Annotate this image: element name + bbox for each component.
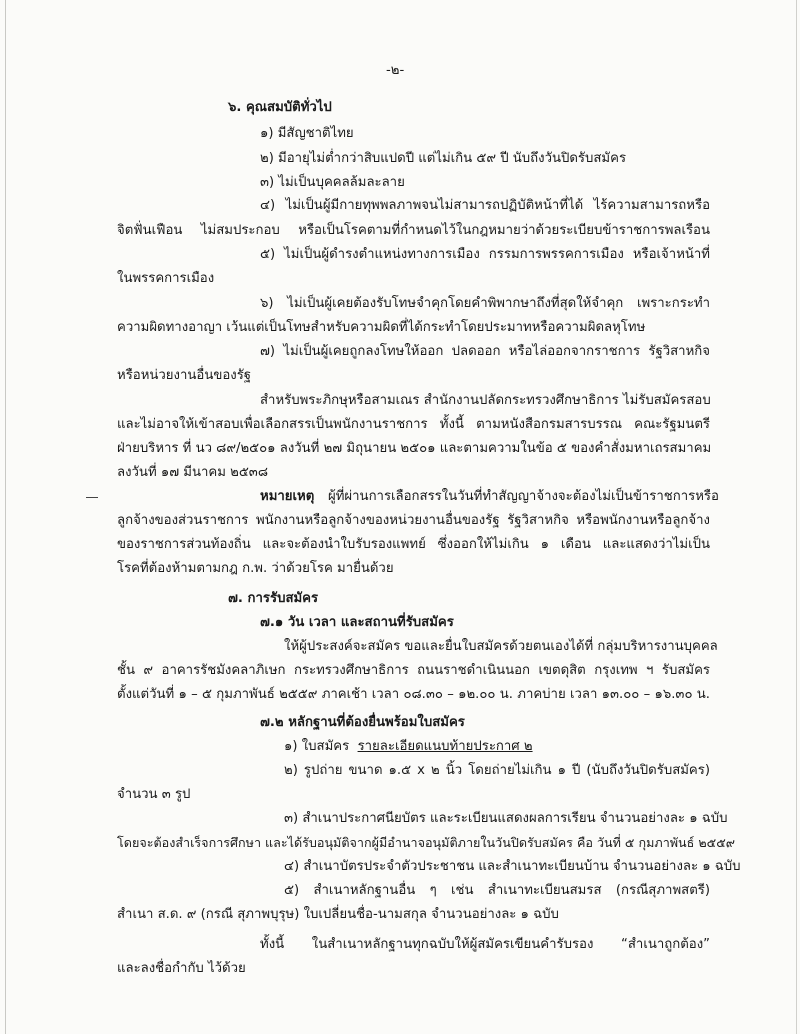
s7-2-heading: ๗.๒ หลักฐานที่ต้องยื่นพร้อมใบสมัคร	[260, 715, 465, 730]
note-line-3: ของราชการส่วนท้องถิ่น และจะต้องนำใบรับรองแพทย์ ซึ่งออกให้ไม่เกิน ๑ เดือน และแสดงว่าไม่เป็น	[117, 537, 710, 552]
note-line-1: ผู้ที่ผ่านการเลือกสรรในวันที่ทำสัญญาจ้างจะต้องไม่เป็นข้าราชการหรือ	[328, 489, 719, 504]
s7-2-item-2: ๒) รูปถ่าย ขนาด ๑.๕ x ๒ นิ้ว โดยถ่ายไม่เกิน ๑ ปี (นับถึงวันปิดรับสมัคร)	[284, 763, 710, 778]
s6-item-2: ๒) มีอายุไม่ต่ำกว่าสิบแปดปี แต่ไม่เกิน ๕๙ ปี นับถึงวันปิดรับสมัคร	[260, 151, 627, 166]
closing-line-1: ทั้งนี้ ในสำเนาหลักฐานทุกฉบับให้ผู้สมัครเขียนคำรับรอง “สำเนาถูกต้อง”	[260, 937, 710, 952]
s6-item-5: ๕) ไม่เป็นผู้ดำรงตำแหน่งทางการเมือง กรรมการพรรคการเมือง หรือเจ้าหน้าที่	[260, 247, 710, 262]
s7-2-item-3-cont: โดยจะต้องสำเร็จการศึกษา และได้รับอนุมัติจากผู้มีอำนาจอนุมัติภายในวันปิดรับสมัคร คือ วันที่ ๕ กุมภาพันธ์ ๒๕๕๙	[117, 835, 735, 850]
s7-2-item-1-prefix: ๑) ใบสมัคร	[284, 739, 350, 754]
note-line-4: โรคที่ต้องห้ามตามกฎ ก.พ. ว่าด้วยโรค มายื่นด้วย	[117, 561, 394, 576]
s6-item-6-cont: ความผิดทางอาญา เว้นแต่เป็นโทษสำหรับความผิดที่ได้กระทำโดยประมาทหรือความผิดลหุโทษ	[117, 320, 646, 335]
monk-para-line-4: ลงวันที่ ๑๗ มีนาคม ๒๕๓๘	[117, 465, 268, 480]
note-label: หมายเหตุ	[260, 489, 315, 504]
s7-2-item-1	[284, 738, 533, 756]
scan-edge-left	[5, 0, 6, 1034]
s7-2-item-4: ๔) สำเนาบัตรประจำตัวประชาชน และสำเนาทะเบียนบ้าน จำนวนอย่างละ ๑ ฉบับ	[284, 859, 741, 874]
s7-1-line-2: ชั้น ๙ อาคารรัชมังคลาภิเษก กระทรวงศึกษาธิการ ถนนราชดำเนินนอก เขตดุสิต กรุงเทพ ฯ รับสมัคร	[117, 663, 710, 678]
monk-para-line-2: และไม่อาจให้เข้าสอบเพื่อเลือกสรรเป็นพนักงานราชการ ทั้งนี้ ตามหนังสือกรมสารบรรณ คณะรัฐมนตรี	[117, 417, 710, 432]
section-7-heading: ๗. การรับสมัคร	[228, 591, 319, 606]
s7-2-item-5: ๕) สำเนาหลักฐานอื่น ๆ เช่น สำเนาทะเบียนสมรส (กรณีสุภาพสตรี)	[284, 883, 710, 898]
s6-item-4: ๔) ไม่เป็นผู้มีกายทุพพลภาพจนไม่สามารถปฏิบัติหน้าที่ได้ ไร้ความสามารถหรือ	[260, 198, 710, 213]
s6-item-7: ๗) ไม่เป็นผู้เคยถูกลงโทษให้ออก ปลดออก หรือไล่ออกจากราชการ รัฐวิสาหกิจ	[260, 344, 710, 359]
s7-2-item-5-cont: สำเนา ส.ด. ๙ (กรณี สุภาพบุรุษ) ใบเปลี่ยนชื่อ-นามสกุล จำนวนอย่างละ ๑ ฉบับ	[117, 907, 559, 922]
s6-item-5-cont: ในพรรคการเมือง	[117, 271, 215, 286]
monk-para-line-3: ฝ่ายบริหาร ที่ นว ๘๙/๒๕๐๑ ลงวันที่ ๒๗ มิถุนายน ๒๕๐๑ และตามความในข้อ ๕ ของคำสั่งมหาเถรสมาคม	[117, 441, 712, 456]
s7-2-item-2-cont: จำนวน ๓ รูป	[117, 787, 191, 802]
scan-edge-right	[796, 0, 797, 1034]
s7-2-item-3: ๓) สำเนาประกาศนียบัตร และระเบียนแสดงผลการเรียน จำนวนอย่างละ ๑ ฉบับ	[284, 811, 728, 826]
attachment-reference: รายละเอียดแนบท้ายประกาศ ๒	[357, 739, 533, 754]
closing-line-2: และลงชื่อกำกับ ไว้ด้วย	[117, 961, 246, 976]
monk-para-line-1: สำหรับพระภิกษุหรือสามเณร สำนักงานปลัดกระทรวงศึกษาธิการ ไม่รับสมัครสอบ	[260, 393, 711, 408]
s6-item-6: ๖) ไม่เป็นผู้เคยต้องรับโทษจำคุกโดยคำพิพากษาถึงที่สุดให้จำคุก เพราะกระทำ	[260, 296, 710, 311]
note-line-2: ลูกจ้างของส่วนราชการ พนักงานหรือลูกจ้างของหน่วยงานอื่นของรัฐ รัฐวิสาหกิจ หรือพนักงานหรือลูกจ้าง	[117, 513, 710, 528]
s6-item-1: ๑) มีสัญชาติไทย	[260, 126, 354, 141]
s7-1-heading: ๗.๑ วัน เวลา และสถานที่รับสมัคร	[260, 615, 454, 630]
s6-item-7-cont: หรือหน่วยงานอื่นของรัฐ	[117, 368, 252, 383]
section-6-heading: ๖. คุณสมบัติทั่วไป	[228, 100, 332, 115]
page-number: -๒-	[386, 63, 405, 78]
s7-1-line-3: ตั้งแต่วันที่ ๑ – ๕ กุมภาพันธ์ ๒๕๕๙ ภาคเช้า เวลา ๐๘.๓๐ – ๑๒.๐๐ น. ภาคบ่าย เวลา ๑๓.๐๐ – ๑๖.๓๐ น.	[117, 687, 710, 702]
s6-item-4-cont: จิตฟั่นเฟือน ไม่สมประกอบ หรือเป็นโรคตามที่กำหนดไว้ในกฎหมายว่าด้วยระเบียบข้าราชการพลเรือน	[117, 223, 710, 238]
s6-item-3: ๓) ไม่เป็นบุคคลล้มละลาย	[260, 175, 405, 190]
s7-1-line-1: ให้ผู้ประสงค์จะสมัคร ขอและยื่นใบสมัครด้วยตนเองได้ที่ กลุ่มบริหารงานบุคคล	[284, 639, 718, 654]
margin-dash	[86, 497, 98, 498]
